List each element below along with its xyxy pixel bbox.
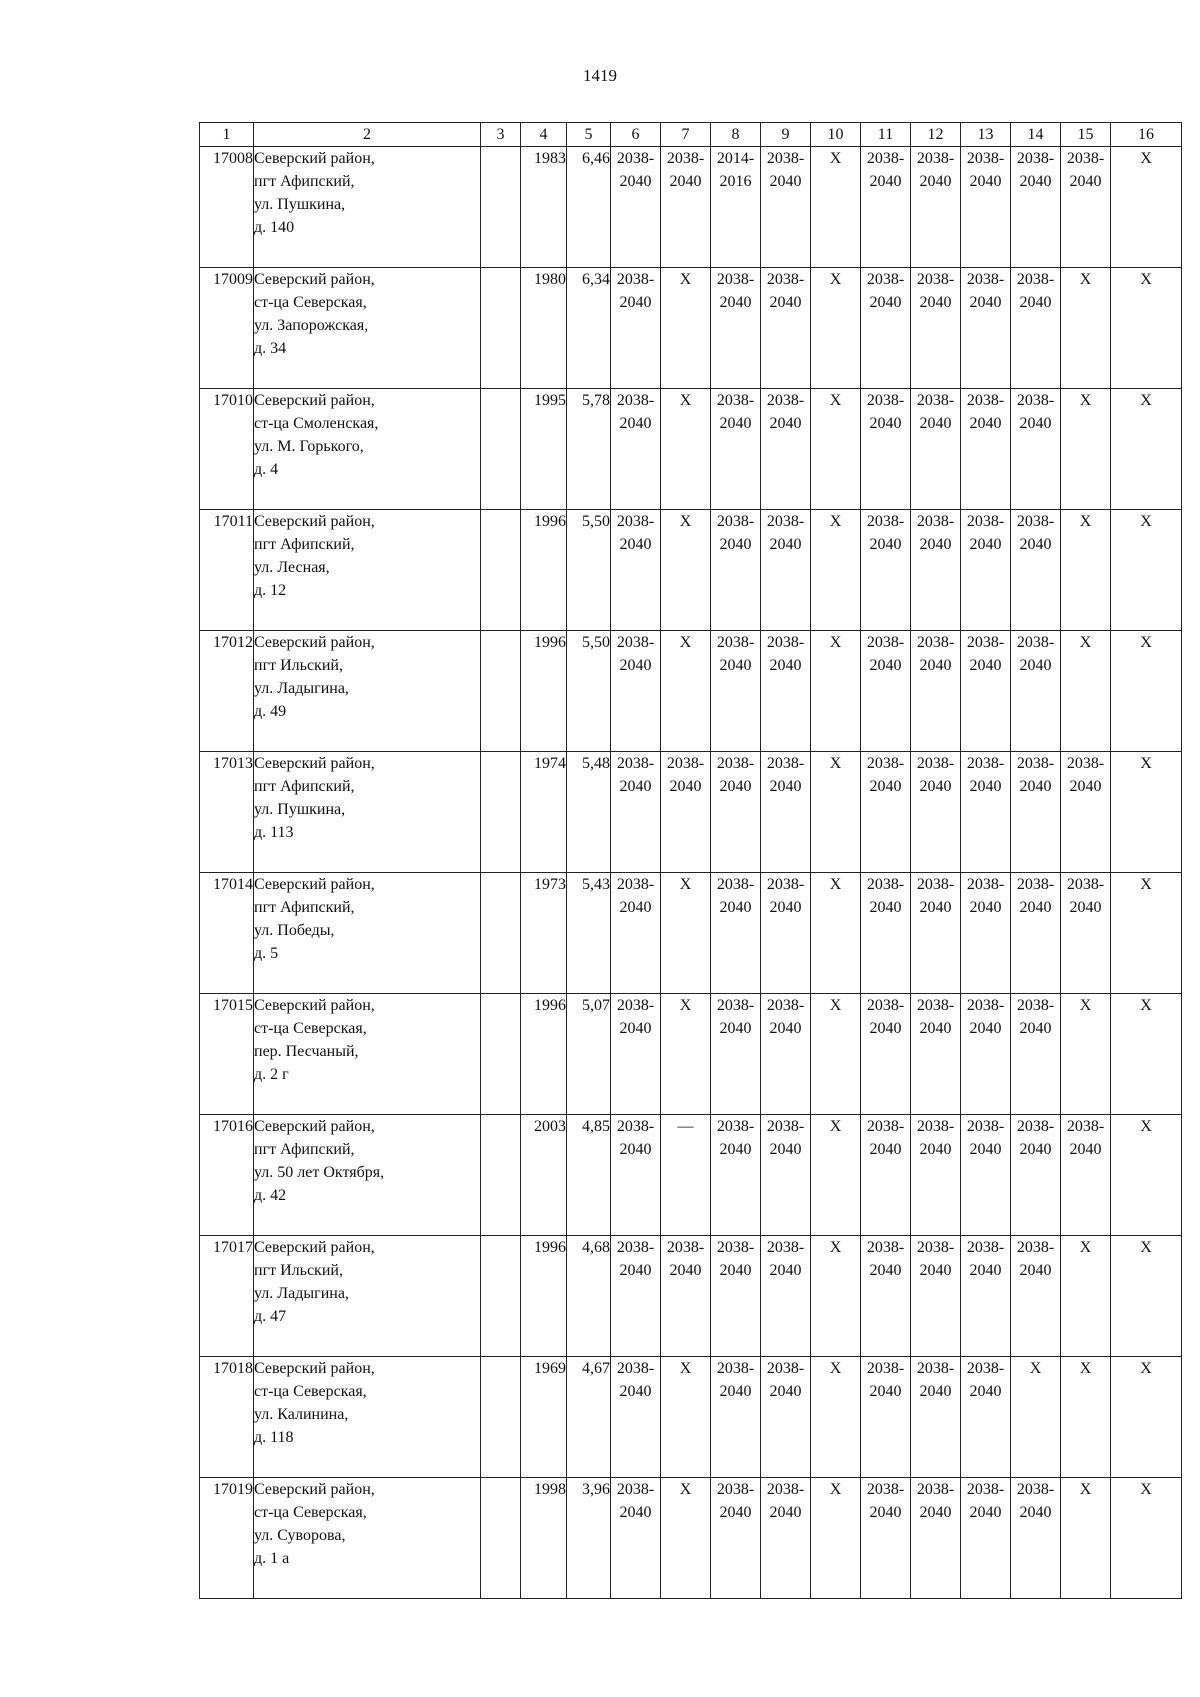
row-id-cell: 17013 bbox=[200, 752, 254, 873]
address-line: ул. 50 лет Октября, bbox=[254, 1164, 385, 1181]
address-line: Северский район, bbox=[254, 1118, 375, 1135]
year-cell: 2003 bbox=[521, 1115, 567, 1236]
period-cell: 2038- 2040 bbox=[961, 1478, 1011, 1599]
table-row bbox=[200, 994, 1182, 1115]
period-cell: 2038- 2040 bbox=[1011, 510, 1061, 631]
period-cell: 2038- 2040 bbox=[711, 1115, 761, 1236]
period-cell: Х bbox=[1061, 631, 1111, 752]
period-cell: Х bbox=[1111, 1115, 1182, 1236]
period-cell: 2038- 2040 bbox=[1061, 752, 1111, 873]
period-cell: Х bbox=[661, 631, 711, 752]
period-cell: 2038- 2040 bbox=[1061, 147, 1111, 268]
address-line: Северский район, bbox=[254, 271, 375, 288]
year-cell: 1996 bbox=[521, 631, 567, 752]
period-cell: Х bbox=[1061, 1357, 1111, 1478]
address-line: ст-ца Смоленская, bbox=[254, 415, 379, 432]
period-cell: 2038- 2040 bbox=[861, 268, 911, 389]
column-header: 14 bbox=[1011, 123, 1061, 147]
address-line: Северский район, bbox=[254, 876, 375, 893]
period-cell: 2038- 2040 bbox=[611, 631, 661, 752]
period-cell: 2038- 2040 bbox=[761, 752, 811, 873]
address-cell bbox=[254, 389, 481, 510]
address-line: ул. Суворова, bbox=[254, 1527, 346, 1544]
period-cell: 2038- 2040 bbox=[861, 1115, 911, 1236]
period-cell: 2038- 2040 bbox=[911, 389, 961, 510]
year-cell: 1996 bbox=[521, 510, 567, 631]
value-cell: 3,96 bbox=[567, 1478, 611, 1599]
address-line: д. 49 bbox=[254, 703, 287, 720]
period-cell: 2038- 2040 bbox=[711, 994, 761, 1115]
period-cell: Х bbox=[811, 147, 861, 268]
period-cell: Х bbox=[1061, 389, 1111, 510]
value-cell: 5,78 bbox=[567, 389, 611, 510]
period-cell: 2038- 2040 bbox=[961, 994, 1011, 1115]
period-cell: Х bbox=[1061, 994, 1111, 1115]
period-cell: 2038- 2040 bbox=[911, 1478, 961, 1599]
period-cell: 2038- 2040 bbox=[711, 510, 761, 631]
period-cell: Х bbox=[661, 994, 711, 1115]
table-row bbox=[200, 752, 1182, 873]
period-cell: 2038- 2040 bbox=[611, 1478, 661, 1599]
column-header: 2 bbox=[254, 123, 481, 147]
address-cell bbox=[254, 268, 481, 389]
value-cell: 4,85 bbox=[567, 1115, 611, 1236]
period-cell: — bbox=[661, 1115, 711, 1236]
period-cell: 2038- 2040 bbox=[611, 752, 661, 873]
period-cell: 2038- 2040 bbox=[1011, 994, 1061, 1115]
period-cell: 2038- 2040 bbox=[861, 994, 911, 1115]
table-row bbox=[200, 1115, 1182, 1236]
year-cell: 1996 bbox=[521, 994, 567, 1115]
year-cell: 1980 bbox=[521, 268, 567, 389]
address-cell bbox=[254, 1357, 481, 1478]
table-row bbox=[200, 147, 1182, 268]
column-header: 7 bbox=[661, 123, 711, 147]
period-cell: Х bbox=[811, 752, 861, 873]
column-3-cell bbox=[481, 268, 521, 389]
period-cell: 2038- 2040 bbox=[911, 873, 961, 994]
period-cell: 2038- 2040 bbox=[861, 147, 911, 268]
period-cell: 2038- 2040 bbox=[711, 631, 761, 752]
period-cell: 2038- 2040 bbox=[961, 752, 1011, 873]
period-cell: Х bbox=[1111, 147, 1182, 268]
period-cell: Х bbox=[811, 1357, 861, 1478]
period-cell: Х bbox=[661, 873, 711, 994]
address-line: ул. Пушкина, bbox=[254, 801, 346, 818]
address-line: ул. Запорожская, bbox=[254, 317, 369, 334]
period-cell: Х bbox=[811, 1236, 861, 1357]
address-line: ст-ца Северская, bbox=[254, 1504, 367, 1521]
address-cell bbox=[254, 873, 481, 994]
period-cell: 2038- 2040 bbox=[861, 1236, 911, 1357]
address-line: ул. Лесная, bbox=[254, 559, 330, 576]
period-cell: 2038- 2040 bbox=[761, 873, 811, 994]
period-cell: 2038- 2040 bbox=[911, 1357, 961, 1478]
period-cell: 2038- 2040 bbox=[611, 389, 661, 510]
period-cell: Х bbox=[661, 389, 711, 510]
period-cell: Х bbox=[1111, 1478, 1182, 1599]
period-cell: 2038- 2040 bbox=[911, 510, 961, 631]
period-cell: 2038- 2040 bbox=[961, 268, 1011, 389]
period-cell: Х bbox=[811, 268, 861, 389]
table-row bbox=[200, 1478, 1182, 1599]
period-cell: 2038- 2040 bbox=[611, 1357, 661, 1478]
year-cell: 1995 bbox=[521, 389, 567, 510]
column-header: 3 bbox=[481, 123, 521, 147]
period-cell: Х bbox=[661, 1478, 711, 1599]
address-line: д. 113 bbox=[254, 824, 294, 841]
period-cell: 2038- 2040 bbox=[1011, 1236, 1061, 1357]
year-cell: 1998 bbox=[521, 1478, 567, 1599]
row-id-cell: 17016 bbox=[200, 1115, 254, 1236]
table-row bbox=[200, 631, 1182, 752]
period-cell: 2038- 2040 bbox=[861, 752, 911, 873]
address-line: Северский район, bbox=[254, 1360, 375, 1377]
row-id-cell: 17008 bbox=[200, 147, 254, 268]
column-header: 6 bbox=[611, 123, 661, 147]
address-line: д. 2 г bbox=[254, 1066, 289, 1083]
period-cell: 2038- 2040 bbox=[761, 994, 811, 1115]
period-cell: 2038- 2040 bbox=[861, 1357, 911, 1478]
period-cell: 2038- 2040 bbox=[711, 389, 761, 510]
address-line: д. 118 bbox=[254, 1429, 294, 1446]
year-cell: 1983 bbox=[521, 147, 567, 268]
row-id-cell: 17012 bbox=[200, 631, 254, 752]
year-cell: 1973 bbox=[521, 873, 567, 994]
address-line: ул. Ладыгина, bbox=[254, 680, 349, 697]
column-header: 9 bbox=[761, 123, 811, 147]
year-cell: 1974 bbox=[521, 752, 567, 873]
period-cell: 2038- 2040 bbox=[911, 147, 961, 268]
period-cell: 2038- 2040 bbox=[961, 631, 1011, 752]
period-cell: 2038- 2040 bbox=[761, 389, 811, 510]
address-line: Северский район, bbox=[254, 150, 375, 167]
period-cell: 2038- 2040 bbox=[961, 1236, 1011, 1357]
period-cell: 2038- 2040 bbox=[861, 389, 911, 510]
period-cell: Х bbox=[661, 268, 711, 389]
address-line: ул. Пушкина, bbox=[254, 196, 346, 213]
table-row bbox=[200, 1357, 1182, 1478]
table-row bbox=[200, 510, 1182, 631]
period-cell: 2038- 2040 bbox=[861, 631, 911, 752]
period-cell: 2038- 2040 bbox=[611, 510, 661, 631]
period-cell: Х bbox=[1111, 631, 1182, 752]
table-body bbox=[200, 147, 1182, 1599]
period-cell: 2038- 2040 bbox=[761, 1478, 811, 1599]
period-cell: 2038- 2040 bbox=[911, 631, 961, 752]
address-line: д. 5 bbox=[254, 945, 279, 962]
period-cell: Х bbox=[811, 1478, 861, 1599]
column-header: 16 bbox=[1111, 123, 1182, 147]
period-cell: Х bbox=[1111, 389, 1182, 510]
period-cell: 2038- 2040 bbox=[611, 147, 661, 268]
address-line: ул. Ладыгина, bbox=[254, 1285, 349, 1302]
address-line: д. 12 bbox=[254, 582, 287, 599]
value-cell: 5,07 bbox=[567, 994, 611, 1115]
period-cell: Х bbox=[811, 510, 861, 631]
value-cell: 5,50 bbox=[567, 631, 611, 752]
address-line: д. 47 bbox=[254, 1308, 287, 1325]
address-line: д. 1 а bbox=[254, 1550, 290, 1567]
period-cell: 2038- 2040 bbox=[611, 1236, 661, 1357]
address-cell bbox=[254, 1236, 481, 1357]
address-cell bbox=[254, 994, 481, 1115]
address-line: д. 42 bbox=[254, 1187, 287, 1204]
period-cell: Х bbox=[1061, 1478, 1111, 1599]
row-id-cell: 17014 bbox=[200, 873, 254, 994]
address-line: Северский район, bbox=[254, 513, 375, 530]
column-3-cell bbox=[481, 510, 521, 631]
period-cell: 2038- 2040 bbox=[711, 1236, 761, 1357]
column-3-cell bbox=[481, 389, 521, 510]
period-cell: Х bbox=[1111, 1236, 1182, 1357]
row-id-cell: 17019 bbox=[200, 1478, 254, 1599]
period-cell: 2038- 2040 bbox=[711, 873, 761, 994]
period-cell: Х bbox=[1111, 268, 1182, 389]
period-cell: 2038- 2040 bbox=[961, 389, 1011, 510]
address-line: пгт Ильский, bbox=[254, 657, 343, 674]
year-cell: 1996 bbox=[521, 1236, 567, 1357]
value-cell: 6,34 bbox=[567, 268, 611, 389]
value-cell: 4,67 bbox=[567, 1357, 611, 1478]
period-cell: Х bbox=[661, 510, 711, 631]
period-cell: 2038- 2040 bbox=[1011, 873, 1061, 994]
value-cell: 5,48 bbox=[567, 752, 611, 873]
column-header: 12 bbox=[911, 123, 961, 147]
period-cell: 2038- 2040 bbox=[711, 1357, 761, 1478]
table-row bbox=[200, 389, 1182, 510]
address-line: ул. Победы, bbox=[254, 922, 335, 939]
period-cell: 2038- 2040 bbox=[761, 631, 811, 752]
column-header: 10 bbox=[811, 123, 861, 147]
period-cell: 2038- 2040 bbox=[1011, 1478, 1061, 1599]
column-3-cell bbox=[481, 631, 521, 752]
period-cell: Х bbox=[811, 1115, 861, 1236]
address-line: пгт Ильский, bbox=[254, 1262, 343, 1279]
column-header: 1 bbox=[200, 123, 254, 147]
period-cell: Х bbox=[1011, 1357, 1061, 1478]
table-row bbox=[200, 873, 1182, 994]
period-cell: 2038- 2040 bbox=[1011, 752, 1061, 873]
period-cell: 2038- 2040 bbox=[711, 268, 761, 389]
address-line: Северский район, bbox=[254, 755, 375, 772]
row-id-cell: 17017 bbox=[200, 1236, 254, 1357]
row-id-cell: 17009 bbox=[200, 268, 254, 389]
period-cell: 2038- 2040 bbox=[861, 873, 911, 994]
address-line: д. 4 bbox=[254, 461, 279, 478]
period-cell: 2038- 2040 bbox=[1011, 147, 1061, 268]
column-header: 5 bbox=[567, 123, 611, 147]
period-cell: 2038- 2040 bbox=[1011, 631, 1061, 752]
address-cell bbox=[254, 510, 481, 631]
value-cell: 6,46 bbox=[567, 147, 611, 268]
period-cell: Х bbox=[1061, 268, 1111, 389]
period-cell: 2038- 2040 bbox=[761, 1357, 811, 1478]
address-cell bbox=[254, 1115, 481, 1236]
period-cell: 2038- 2040 bbox=[611, 994, 661, 1115]
address-line: Северский район, bbox=[254, 1239, 375, 1256]
period-cell: Х bbox=[1111, 752, 1182, 873]
address-line: пгт Афипский, bbox=[254, 173, 355, 190]
address-line: ст-ца Северская, bbox=[254, 1383, 367, 1400]
row-id-cell: 17010 bbox=[200, 389, 254, 510]
period-cell: 2038- 2040 bbox=[761, 510, 811, 631]
period-cell: Х bbox=[1061, 1236, 1111, 1357]
address-line: Северский район, bbox=[254, 392, 375, 409]
address-cell bbox=[254, 631, 481, 752]
period-cell: Х bbox=[811, 873, 861, 994]
period-cell: 2038- 2040 bbox=[911, 752, 961, 873]
address-line: ст-ца Северская, bbox=[254, 1020, 367, 1037]
period-cell: 2038- 2040 bbox=[711, 1478, 761, 1599]
period-cell: Х bbox=[1111, 510, 1182, 631]
address-line: Северский район, bbox=[254, 997, 375, 1014]
address-cell bbox=[254, 1478, 481, 1599]
address-line: д. 34 bbox=[254, 340, 287, 357]
period-cell: 2038- 2040 bbox=[861, 510, 911, 631]
period-cell: 2038- 2040 bbox=[1011, 268, 1061, 389]
period-cell: 2038- 2040 bbox=[611, 1115, 661, 1236]
period-cell: Х bbox=[1111, 873, 1182, 994]
row-id-cell: 17018 bbox=[200, 1357, 254, 1478]
period-cell: Х bbox=[1111, 1357, 1182, 1478]
period-cell: 2038- 2040 bbox=[961, 510, 1011, 631]
period-cell: 2038- 2040 bbox=[911, 994, 961, 1115]
row-id-cell: 17011 bbox=[200, 510, 254, 631]
address-line: д. 140 bbox=[254, 219, 295, 236]
column-3-cell bbox=[481, 752, 521, 873]
period-cell: 2038- 2040 bbox=[961, 1357, 1011, 1478]
period-cell: Х bbox=[811, 631, 861, 752]
column-3-cell bbox=[481, 1478, 521, 1599]
address-line: пер. Песчаный, bbox=[254, 1043, 359, 1060]
column-3-cell bbox=[481, 873, 521, 994]
period-cell: Х bbox=[661, 1357, 711, 1478]
address-line: Северский район, bbox=[254, 1481, 375, 1498]
column-3-cell bbox=[481, 1236, 521, 1357]
period-cell: 2038- 2040 bbox=[961, 147, 1011, 268]
period-cell: 2038- 2040 bbox=[761, 1115, 811, 1236]
column-header: 8 bbox=[711, 123, 761, 147]
period-cell: 2038- 2040 bbox=[661, 147, 711, 268]
period-cell: 2038- 2040 bbox=[861, 1478, 911, 1599]
table-header-row bbox=[200, 123, 1182, 147]
period-cell: 2038- 2040 bbox=[911, 1236, 961, 1357]
value-cell: 5,43 bbox=[567, 873, 611, 994]
period-cell: 2038- 2040 bbox=[1061, 1115, 1111, 1236]
column-3-cell bbox=[481, 1115, 521, 1236]
period-cell: 2038- 2040 bbox=[961, 1115, 1011, 1236]
column-3-cell bbox=[481, 1357, 521, 1478]
period-cell: Х bbox=[1111, 994, 1182, 1115]
period-cell: 2038- 2040 bbox=[761, 1236, 811, 1357]
row-id-cell: 17015 bbox=[200, 994, 254, 1115]
period-cell: 2038- 2040 bbox=[661, 752, 711, 873]
period-cell: 2038- 2040 bbox=[961, 873, 1011, 994]
period-cell: Х bbox=[811, 389, 861, 510]
period-cell: Х bbox=[1061, 510, 1111, 631]
address-line: пгт Афипский, bbox=[254, 1141, 355, 1158]
registry-table bbox=[199, 122, 1182, 1599]
period-cell: 2038- 2040 bbox=[611, 873, 661, 994]
column-header: 4 bbox=[521, 123, 567, 147]
address-line: ул. Калинина, bbox=[254, 1406, 349, 1423]
table-row bbox=[200, 268, 1182, 389]
period-cell: 2038- 2040 bbox=[711, 752, 761, 873]
period-cell: 2038- 2040 bbox=[1011, 1115, 1061, 1236]
address-line: ул. М. Горького, bbox=[254, 438, 364, 455]
column-header: 11 bbox=[861, 123, 911, 147]
value-cell: 5,50 bbox=[567, 510, 611, 631]
period-cell: 2038- 2040 bbox=[761, 268, 811, 389]
year-cell: 1969 bbox=[521, 1357, 567, 1478]
period-cell: 2014- 2016 bbox=[711, 147, 761, 268]
period-cell: 2038- 2040 bbox=[911, 1115, 961, 1236]
value-cell: 4,68 bbox=[567, 1236, 611, 1357]
period-cell: Х bbox=[811, 994, 861, 1115]
column-3-cell bbox=[481, 994, 521, 1115]
address-line: Северский район, bbox=[254, 634, 375, 651]
column-header: 15 bbox=[1061, 123, 1111, 147]
page-number: 1419 bbox=[583, 66, 617, 85]
table-row bbox=[200, 1236, 1182, 1357]
period-cell: 2038- 2040 bbox=[761, 147, 811, 268]
period-cell: 2038- 2040 bbox=[1061, 873, 1111, 994]
column-3-cell bbox=[481, 147, 521, 268]
address-cell bbox=[254, 752, 481, 873]
column-header: 13 bbox=[961, 123, 1011, 147]
address-line: пгт Афипский, bbox=[254, 778, 355, 795]
address-cell bbox=[254, 147, 481, 268]
period-cell: 2038- 2040 bbox=[661, 1236, 711, 1357]
address-line: пгт Афипский, bbox=[254, 536, 355, 553]
address-line: пгт Афипский, bbox=[254, 899, 355, 916]
period-cell: 2038- 2040 bbox=[611, 268, 661, 389]
address-line: ст-ца Северская, bbox=[254, 294, 367, 311]
period-cell: 2038- 2040 bbox=[1011, 389, 1061, 510]
period-cell: 2038- 2040 bbox=[911, 268, 961, 389]
